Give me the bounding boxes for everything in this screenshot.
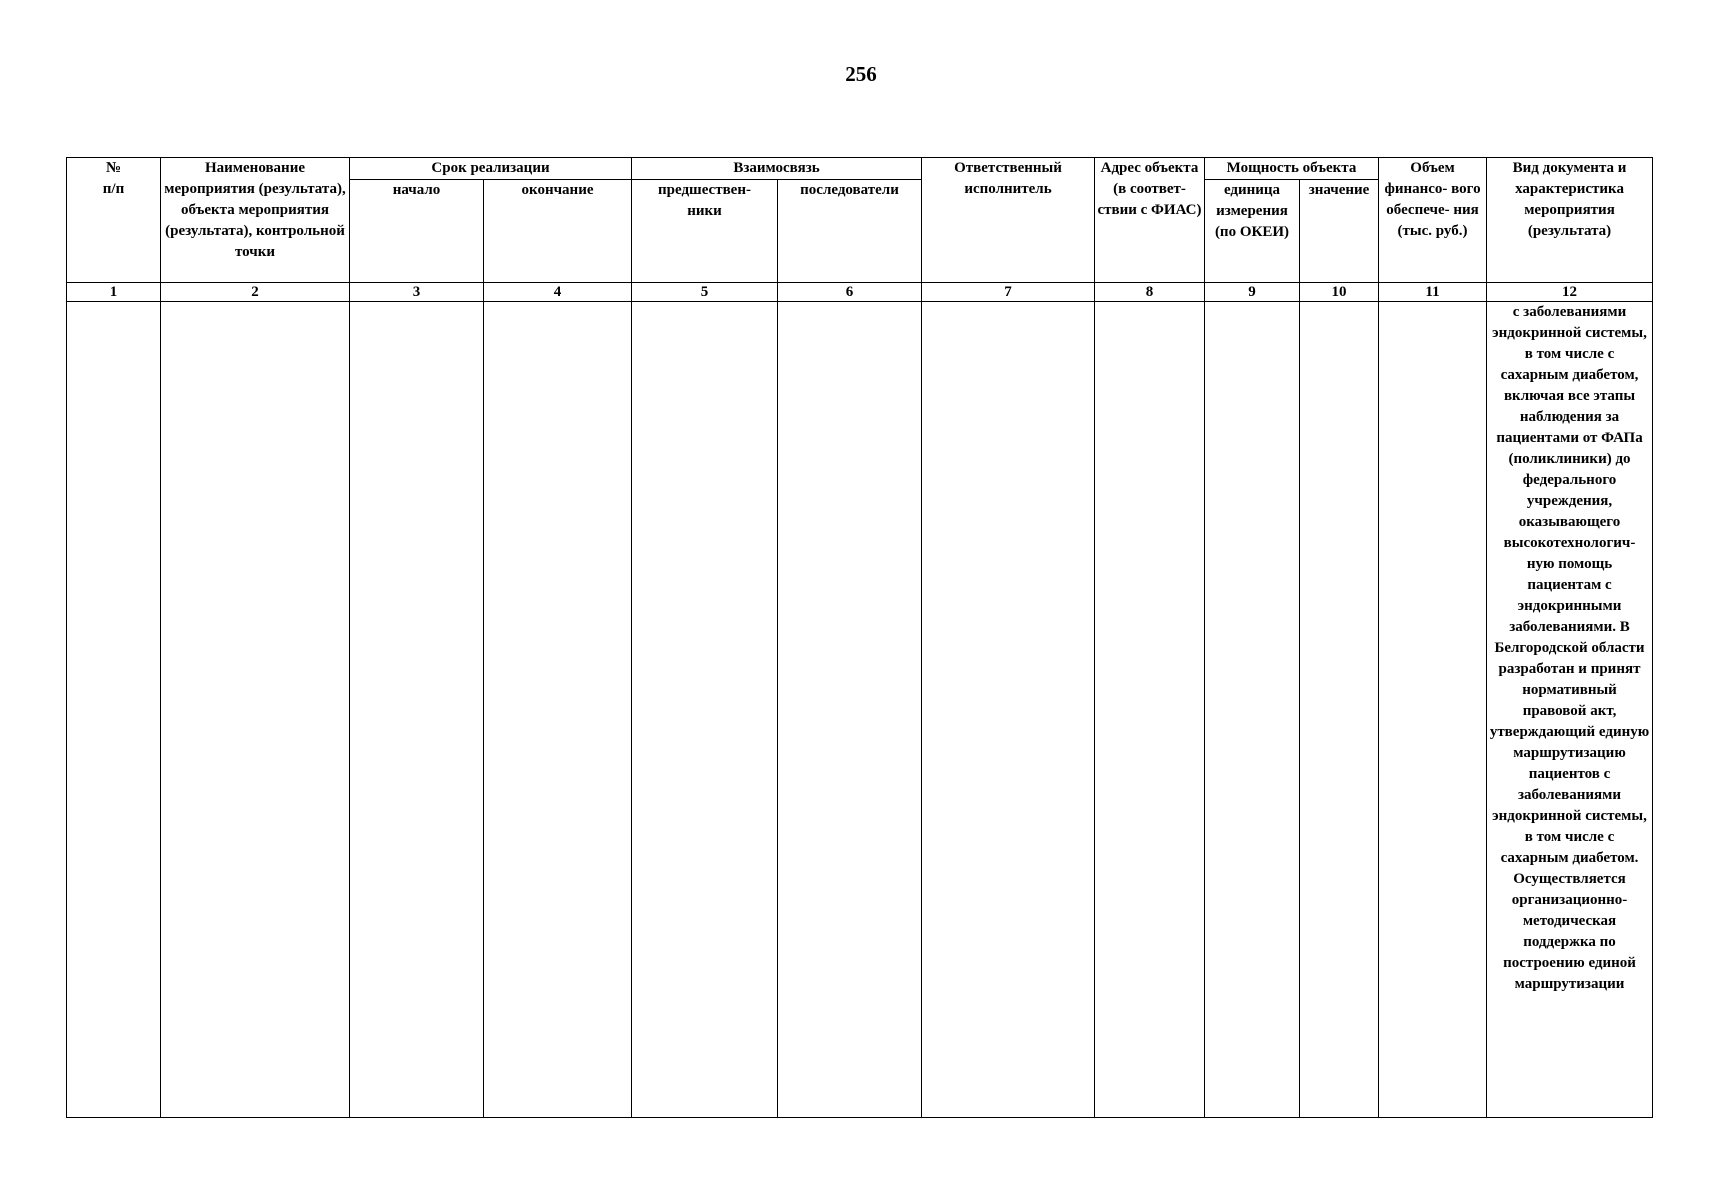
header-capacity-group: Мощность объекта [1205, 158, 1379, 180]
header-term-start: начало [350, 180, 484, 283]
column-number: 6 [778, 283, 922, 302]
header-name: Наименование мероприятия (результата), объекта мероприятия (результата), контрольной точки [161, 158, 350, 283]
cell-link-prev [632, 302, 778, 1118]
column-number: 2 [161, 283, 350, 302]
header-link-group: Взаимосвязь [632, 158, 922, 180]
column-number: 8 [1095, 283, 1205, 302]
header-term-end: окончание [484, 180, 632, 283]
page-number: 256 [845, 62, 877, 86]
header-address: Адрес объекта (в соответ- ствии с ФИАС) [1095, 158, 1205, 283]
header-term-group: Срок реализации [350, 158, 632, 180]
cell-term-end [484, 302, 632, 1118]
cell-responsible [922, 302, 1095, 1118]
cell-funding [1379, 302, 1487, 1118]
header-link-next: последователи [778, 180, 922, 283]
column-number: 9 [1205, 283, 1300, 302]
header-row-1 [67, 158, 1653, 180]
cell-doc-description: с заболеваниями эндокринной системы, в том числе с сахарным диабетом, включая все этапы наблюдения за пациентами от ФАПа (поликлиники) до федерального учреждения, оказывающего высокотехнологич- ную помощь пациентам с эндокринными заболеваниями. В Белгородской области разработан и принят нормативный правовой акт, утверждающий единую маршрутизацию пациентов с заболеваниями эндокринной системы, в том числе с сахарным диабетом. Осуществляется организационно- методическая поддержка по построению единой маршрутизации [1487, 302, 1653, 1118]
header-value: значение [1300, 180, 1379, 283]
column-number: 12 [1487, 283, 1653, 302]
column-number-row [67, 283, 1653, 302]
cell-link-next [778, 302, 922, 1118]
cell-address [1095, 302, 1205, 1118]
column-number: 5 [632, 283, 778, 302]
table-row [67, 302, 1653, 1118]
header-responsible: Ответственный исполнитель [922, 158, 1095, 283]
header-num: № п/п [67, 158, 161, 283]
header-doc-type: Вид документа и характеристика мероприятия (результата) [1487, 158, 1653, 283]
cell-term-start [350, 302, 484, 1118]
column-number: 10 [1300, 283, 1379, 302]
cell-unit [1205, 302, 1300, 1118]
header-link-prev: предшествен- ники [632, 180, 778, 283]
column-number: 4 [484, 283, 632, 302]
column-number: 1 [67, 283, 161, 302]
column-number: 11 [1379, 283, 1487, 302]
header-funding: Объем финансо- вого обеспече- ния (тыс. руб.) [1379, 158, 1487, 283]
header-unit: единица измерения (по ОКЕИ) [1205, 180, 1300, 283]
column-number: 3 [350, 283, 484, 302]
column-number: 7 [922, 283, 1095, 302]
cell-value [1300, 302, 1379, 1118]
plan-table [66, 157, 1653, 1118]
cell-name [161, 302, 350, 1118]
cell-num [67, 302, 161, 1118]
